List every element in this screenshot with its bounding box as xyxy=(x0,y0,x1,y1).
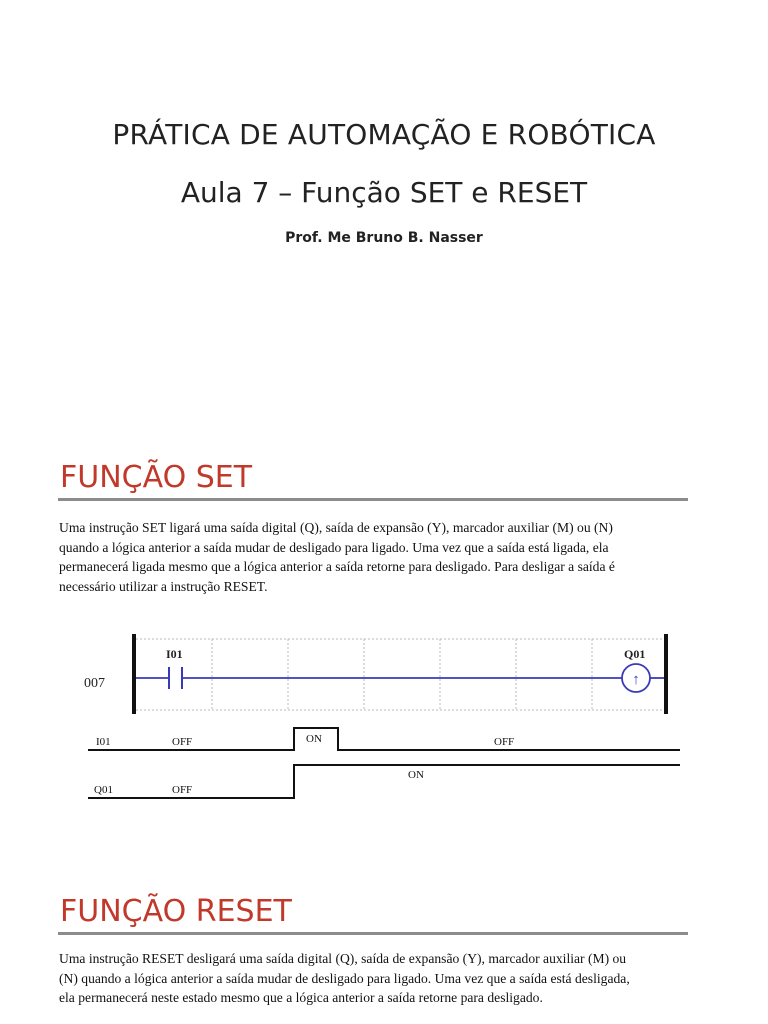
set-description-line: necessário utilizar a instrução RESET. xyxy=(59,578,268,594)
reset-description-line: ela permanecerá neste estado mesmo que a lógica anterior a saída retorne para desligado. xyxy=(59,990,543,1005)
set-description-line: Uma instrução SET ligará uma saída digital (Q), saída de expansão (Y), marcador auxiliar (M) ou (N) xyxy=(59,520,613,535)
contact-i01-symbol xyxy=(169,667,182,689)
i01-signal-label: I01 xyxy=(96,736,111,748)
document-title: PRÁTICA DE AUTOMAÇÃO E ROBÓTICA xyxy=(112,118,656,151)
q01-state-on: ON xyxy=(408,769,424,781)
set-description-line: permanecerá ligada mesmo que a lógica anterior a saída retorne para desligado. Para desligar a saída é xyxy=(59,559,615,574)
q01-state-off: OFF xyxy=(172,784,193,796)
ladder-grid xyxy=(136,639,666,710)
i01-state-on: ON xyxy=(306,733,322,745)
reset-description xyxy=(59,949,749,1008)
timing-diagram xyxy=(0,718,768,804)
i01-state-off: OFF xyxy=(172,736,193,748)
reset-description-line: Uma instrução RESET desligará uma saída digital (Q), saída de expansão (Y), marcador auxiliar (M) ou xyxy=(59,951,627,966)
reset-section-divider xyxy=(58,932,688,935)
rung-number: 007 xyxy=(84,676,105,691)
set-section-heading: FUNÇÃO SET xyxy=(60,460,253,495)
set-description-line: quando a lógica anterior a saída mudar de desligado para ligado. Uma vez que a saída está ligada, ela xyxy=(59,539,609,555)
ladder-diagram xyxy=(0,630,768,720)
i01-state-off: OFF xyxy=(494,736,515,748)
reset-description-line: (N) quando a lógica anterior a saída mudar de desligado para ligado. Uma vez que a saída está desligada, xyxy=(59,970,630,986)
reset-section-heading: FUNÇÃO RESET xyxy=(60,894,292,929)
coil-label: Q01 xyxy=(624,647,646,661)
contact-label: I01 xyxy=(166,647,183,661)
set-section-divider xyxy=(58,498,688,501)
author-name: Prof. Me Bruno B. Nasser xyxy=(285,230,483,246)
set-description xyxy=(59,518,749,596)
right-power-rail xyxy=(664,634,668,714)
lesson-subtitle: Aula 7 – Função SET e RESET xyxy=(180,176,588,209)
left-power-rail xyxy=(132,634,136,714)
set-coil-arrow: ↑ xyxy=(632,672,640,688)
q01-signal-label: Q01 xyxy=(94,784,113,796)
